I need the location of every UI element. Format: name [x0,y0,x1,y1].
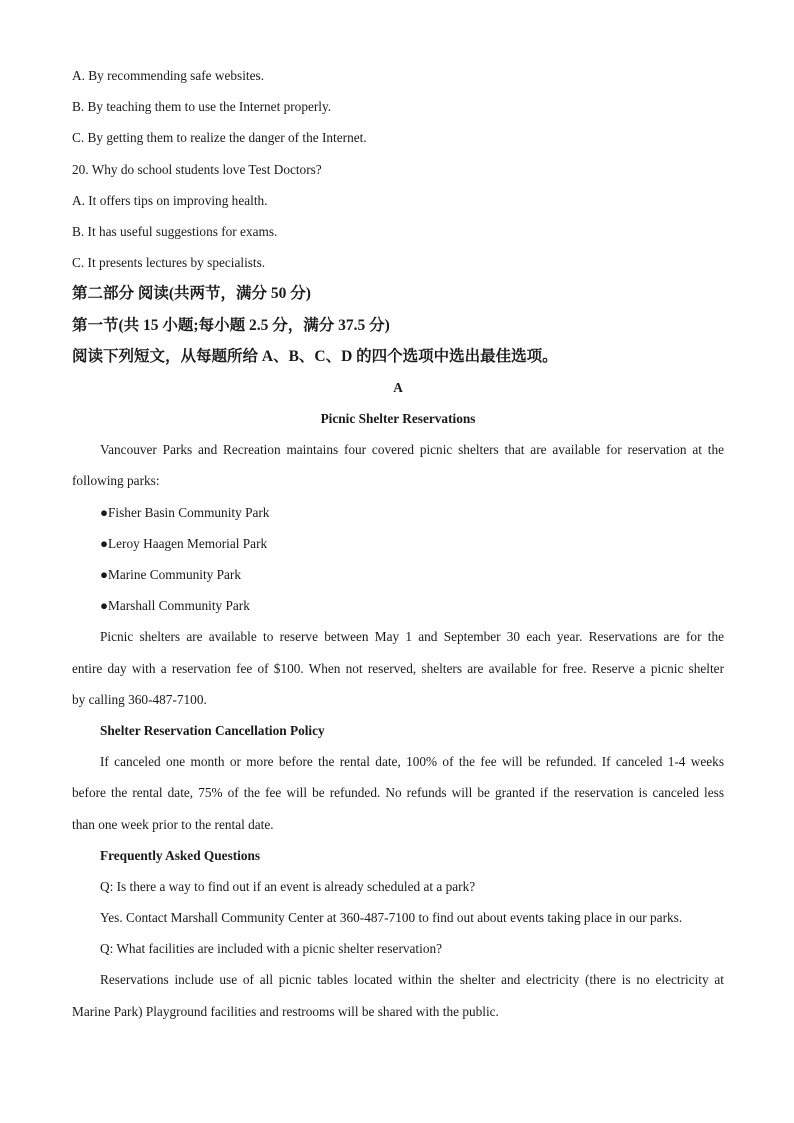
option-line: A. By recommending safe websites. [72,68,265,83]
option-line: A. It offers tips on improving health. [72,192,268,208]
list-item: ●Marshall Community Park [100,598,250,614]
faq-answer: Yes. Contact Marshall Community Center at 360-487-7100 to find out about events taking place in our parks. [100,910,683,926]
paragraph-line: If canceled one month or more before the rental date, 100% of the fee will be refunded. If canceled 1-4 weeks [100,754,724,770]
paragraph-line: by calling 360-487-7100. [72,691,207,707]
passage-title: Picnic Shelter Reservations [320,411,476,427]
faq-question: Q: Is there a way to find out if an event is already scheduled at a park? [100,878,476,894]
section-heading: 第二部分 阅读(共两节，满分 50 分) [72,285,311,303]
subsection-heading: 第一节(共 15 小题;每小题 2.5 分，满分 37.5 分) [72,316,390,334]
option-line: B. It has useful suggestions for exams. [72,223,278,239]
policy-heading: Shelter Reservation Cancellation Policy [100,722,325,738]
list-item: ●Fisher Basin Community Park [100,504,270,520]
question-line: 20. Why do school students love Test Doctors? [72,161,322,177]
passage-label: A [393,379,403,395]
faq-question: Q: What facilities are included with a picnic shelter reservation? [100,941,443,957]
instructions-heading: 阅读下列短文，从每题所给 A、B、C、D 的四个选项中选出最佳选项。 [72,347,558,365]
faq-answer: Marine Park) Playground facilities and restrooms will be shared with the public. [72,1003,499,1019]
paragraph-line: Vancouver Parks and Recreation maintains four covered picnic shelters that are available for reservation at the [100,442,724,458]
option-line: C. By getting them to realize the danger of the Internet. [72,130,367,146]
list-item: ●Leroy Haagen Memorial Park [100,535,268,551]
faq-heading: Frequently Asked Questions [100,847,261,863]
paragraph-line: following parks: [72,473,160,489]
option-line: B. By teaching them to use the Internet properly. [72,99,332,115]
paragraph-line: before the rental date, 75% of the fee will be refunded. No refunds will be granted if the reservation is canceled less [72,785,724,801]
faq-answer: Reservations include use of all picnic tables located within the shelter and electricity (there is no electricity at [100,972,724,988]
option-line: C. It presents lectures by specialists. [72,255,266,271]
paragraph-line: than one week prior to the rental date. [72,816,274,832]
document-page [72,60,724,1027]
list-item: ●Marine Community Park [100,567,241,582]
paragraph-line: Picnic shelters are available to reserve between May 1 and September 30 each year. Reservations are for the [100,629,724,645]
paragraph-line: entire day with a reservation fee of $100. When not reserved, shelters are available for free. Reserve a picnic shelter [72,660,724,676]
